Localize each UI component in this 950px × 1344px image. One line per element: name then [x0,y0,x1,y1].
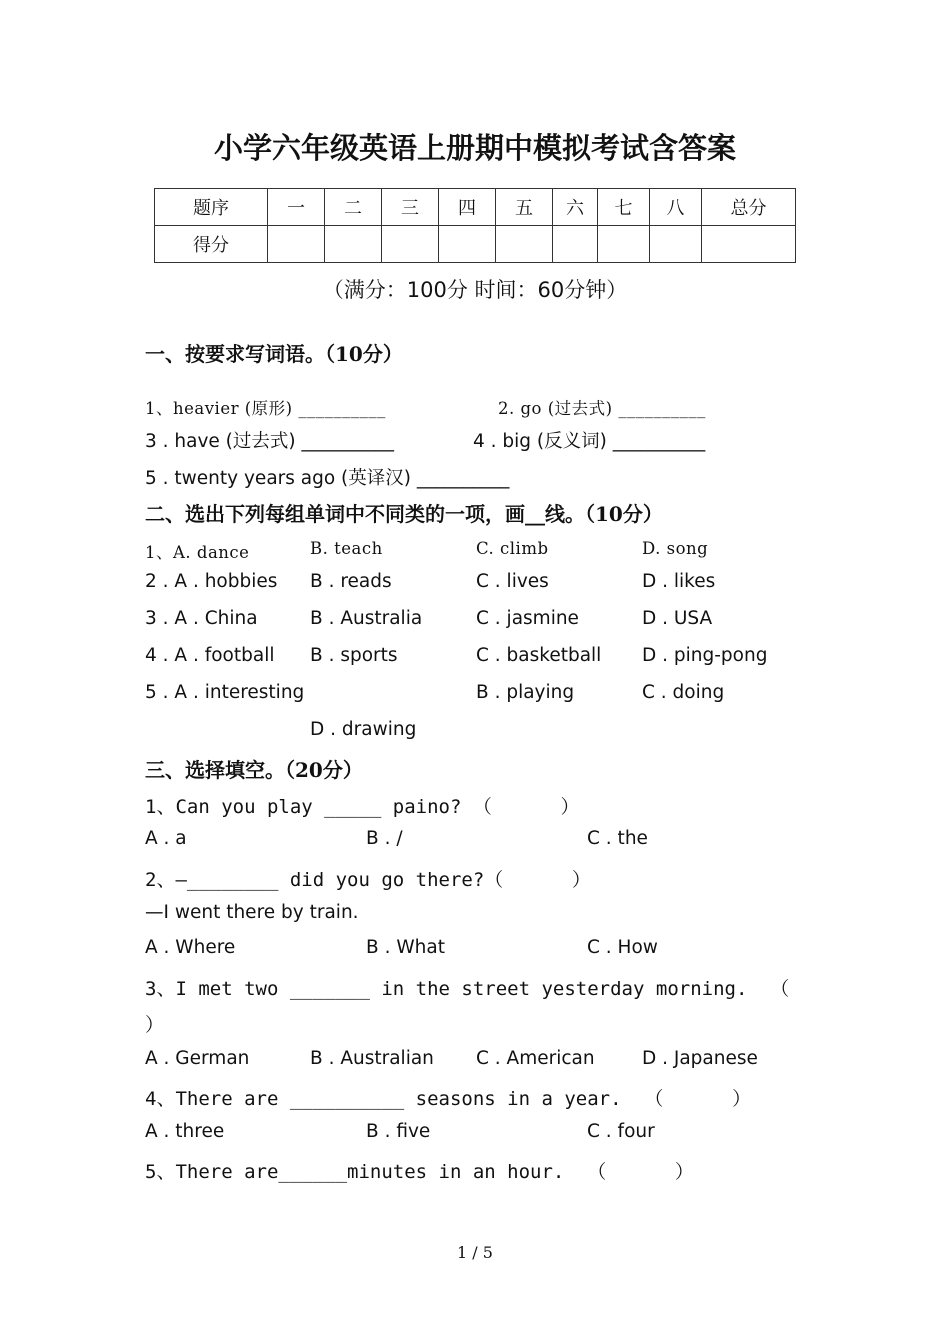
option: D . ping-pong [642,645,768,666]
score-cell[interactable] [650,226,702,263]
score-table [154,188,796,263]
option: 1、A. dance [145,543,250,562]
score-header-cell: 八 [650,189,702,226]
score-header-cell: 七 [598,189,650,226]
option: B. teach [310,539,383,558]
option: A . Where [145,937,236,958]
score-cell[interactable] [268,226,325,263]
option: A . three [145,1121,225,1142]
score-cell[interactable] [598,226,650,263]
option: 2 . A . hobbies [145,571,278,592]
option: D . drawing [310,719,417,740]
option: C . the [587,828,648,849]
score-cell[interactable] [439,226,496,263]
score-header-cell: 六 [553,189,598,226]
option: C. climb [476,539,549,558]
score-header-cell: 四 [439,189,496,226]
score-cell[interactable] [496,226,553,263]
exam-info: （满分：100分 时间：60分钟） [322,278,628,302]
page-title: 小学六年级英语上册期中模拟考试含答案 [213,131,736,165]
option: 4 . A . football [145,645,275,666]
option: C . jasmine [476,608,579,629]
score-table-score-row [155,226,796,263]
option: B . / [366,828,403,849]
question: 2. go (过去式) __________ [498,399,706,418]
option: B . reads [310,571,392,592]
option: B . What [366,937,445,958]
option: C . basketball [476,645,602,666]
option: D . Japanese [642,1048,758,1069]
question: 5 . twenty years ago (英译汉) __________ [145,468,510,489]
score-header-cell: 总分 [702,189,796,226]
section-2-heading: 二、选出下列每组单词中不同类的一项，画__线。（10分） [145,502,663,526]
option: C . lives [476,571,549,592]
option: 3 . A . China [145,608,258,629]
option: B . Australian [310,1048,434,1069]
score-header-cell: 一 [268,189,325,226]
reply-text: —I went there by train. [145,902,359,923]
question: 3 . have (过去式) __________ [145,431,395,452]
section-1-heading: 一、按要求写词语。（10分） [145,342,403,366]
score-header-cell: 五 [496,189,553,226]
score-header-cell: 题序 [155,189,268,226]
question: 5、There are______minutes in an hour. （ ） [145,1161,694,1183]
question: 2、—________ did you go there?（ ） [145,869,591,891]
score-header-cell: 三 [382,189,439,226]
page-number: 1 / 5 [457,1243,493,1262]
section-3-heading: 三、选择填空。（20分） [145,758,363,782]
option: C . American [476,1048,595,1069]
option: A . a [145,828,187,849]
option: B . Australia [310,608,423,629]
option: B . five [366,1121,431,1142]
score-cell[interactable] [325,226,382,263]
option: A . German [145,1048,250,1069]
question: 1、Can you play _____ paino? （ ） [145,796,580,818]
option: B . sports [310,645,398,666]
score-row-label: 得分 [155,226,268,263]
question: 4 . big (反义词) __________ [473,431,706,452]
score-cell[interactable] [702,226,796,263]
option: C . How [587,937,658,958]
question: 1、heavier (原形) __________ [145,399,386,418]
score-cell[interactable] [553,226,598,263]
option: D . likes [642,571,716,592]
option: C . doing [642,682,725,703]
question: 3、I met two _______ in the street yesterday morning. （ [145,978,790,1000]
option: B . playing [476,682,575,703]
score-header-cell: 二 [325,189,382,226]
option: 5 . A . interesting [145,682,305,703]
score-cell[interactable] [382,226,439,263]
option: D . USA [642,608,713,629]
question: 4、There are __________ seasons in a year. （ ） [145,1088,752,1110]
option: C . four [587,1121,655,1142]
score-table-header-row [155,189,796,226]
question-continuation: ） [145,1014,165,1036]
option: D. song [642,539,709,558]
